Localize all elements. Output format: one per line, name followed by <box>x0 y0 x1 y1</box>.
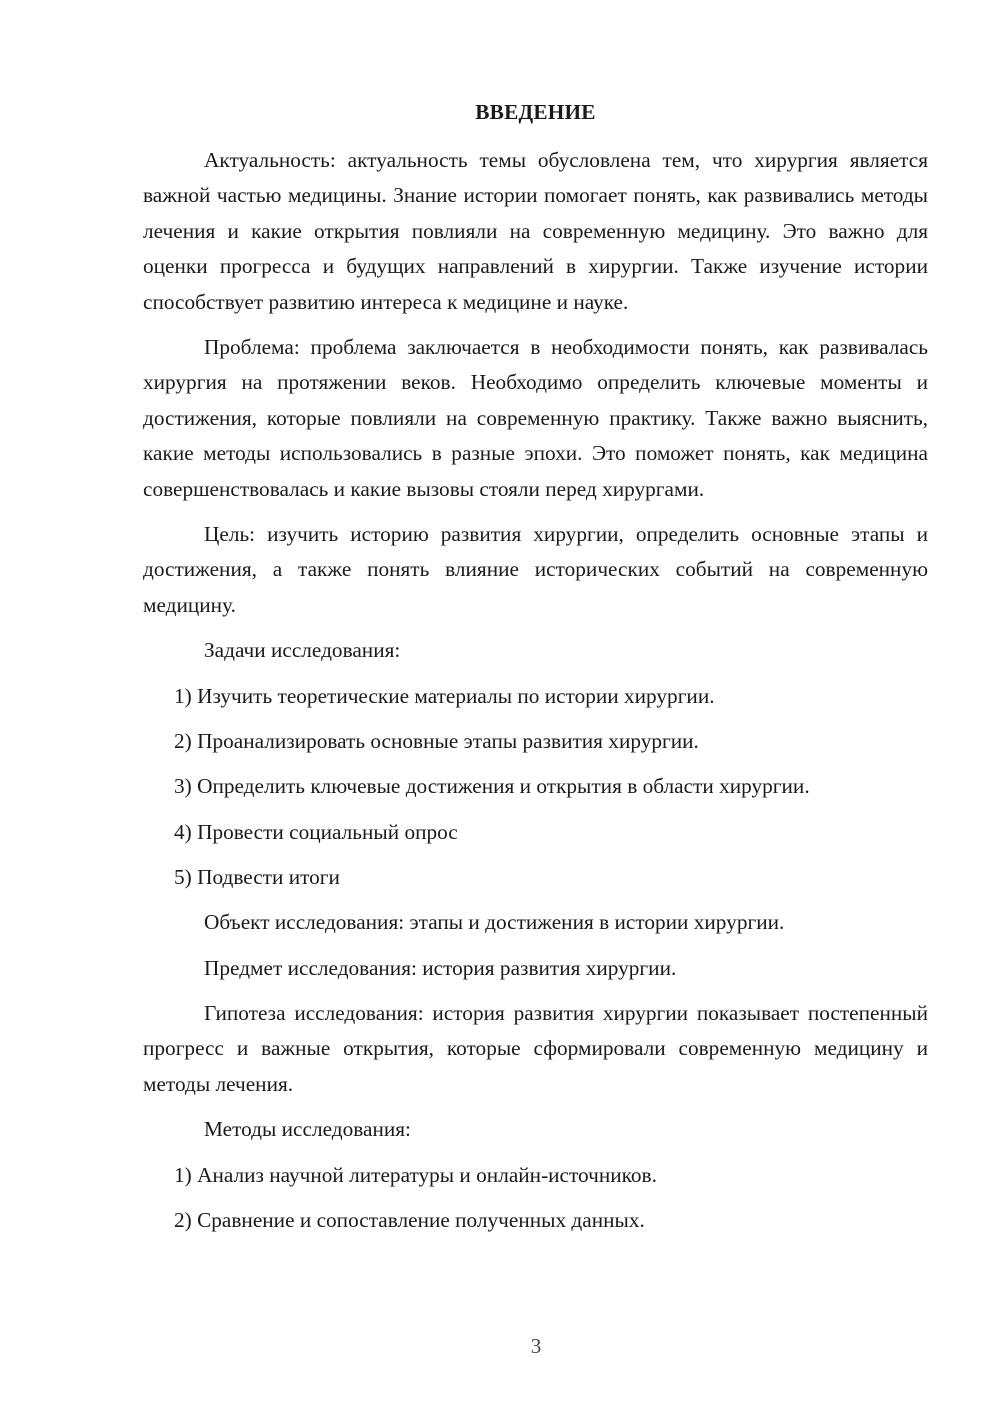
section-title: ВВЕДЕНИЕ <box>475 100 596 124</box>
relevance-paragraph: Актуальность: актуальность темы обусловлена тем, что хирургия является важной частью медицины. Знание истории помогает понять, как развивались методы лечения и какие открытия повлияли на современную медицину. Это важно для оценки прогресса и будущих направлений в хирургии. Также изучение истории способствует развитию интереса к медицине и науке. <box>143 148 928 314</box>
task-item: 4) Провести социальный опрос <box>174 819 458 844</box>
goal-paragraph: Цель: изучить историю развития хирургии, определить основные этапы и достижения, а также понять влияние исторических событий на современную медицину. <box>143 522 928 617</box>
tasks-heading: Задачи исследования: <box>204 638 401 663</box>
document-page <box>143 97 928 1248</box>
problem-paragraph: Проблема: проблема заключается в необходимости понять, как развивалась хирургия на протяжении веков. Необходимо определить ключевые моменты и достижения, которые повлияли на современную практику. Также важно выяснить, какие методы использовались в разные эпохи. Это поможет понять, как медицина совершенствовалась и какие вызовы стояли перед хирургами. <box>143 335 928 501</box>
methods-heading: Методы исследования: <box>204 1117 411 1142</box>
task-item: 2) Проанализировать основные этапы развития хирургии. <box>174 728 699 753</box>
task-item: 5) Подвести итоги <box>174 864 340 889</box>
page-number: 3 <box>530 1334 542 1358</box>
method-item: 2) Сравнение и сопоставление полученных данных. <box>174 1207 645 1232</box>
task-item: 3) Определить ключевые достижения и открытия в области хирургии. <box>174 774 810 799</box>
object-paragraph: Объект исследования: этапы и достижения в истории хирургии. <box>204 910 785 935</box>
method-item: 1) Анализ научной литературы и онлайн-источников. <box>174 1162 657 1187</box>
task-item: 1) Изучить теоретические материалы по истории хирургии. <box>174 683 715 708</box>
hypothesis-paragraph: Гипотеза исследования: история развития хирургии показывает постепенный прогресс и важные открытия, которые сформировали современную медицину и методы лечения. <box>143 1000 928 1096</box>
subject-paragraph: Предмет исследования: история развития хирургии. <box>204 955 677 980</box>
